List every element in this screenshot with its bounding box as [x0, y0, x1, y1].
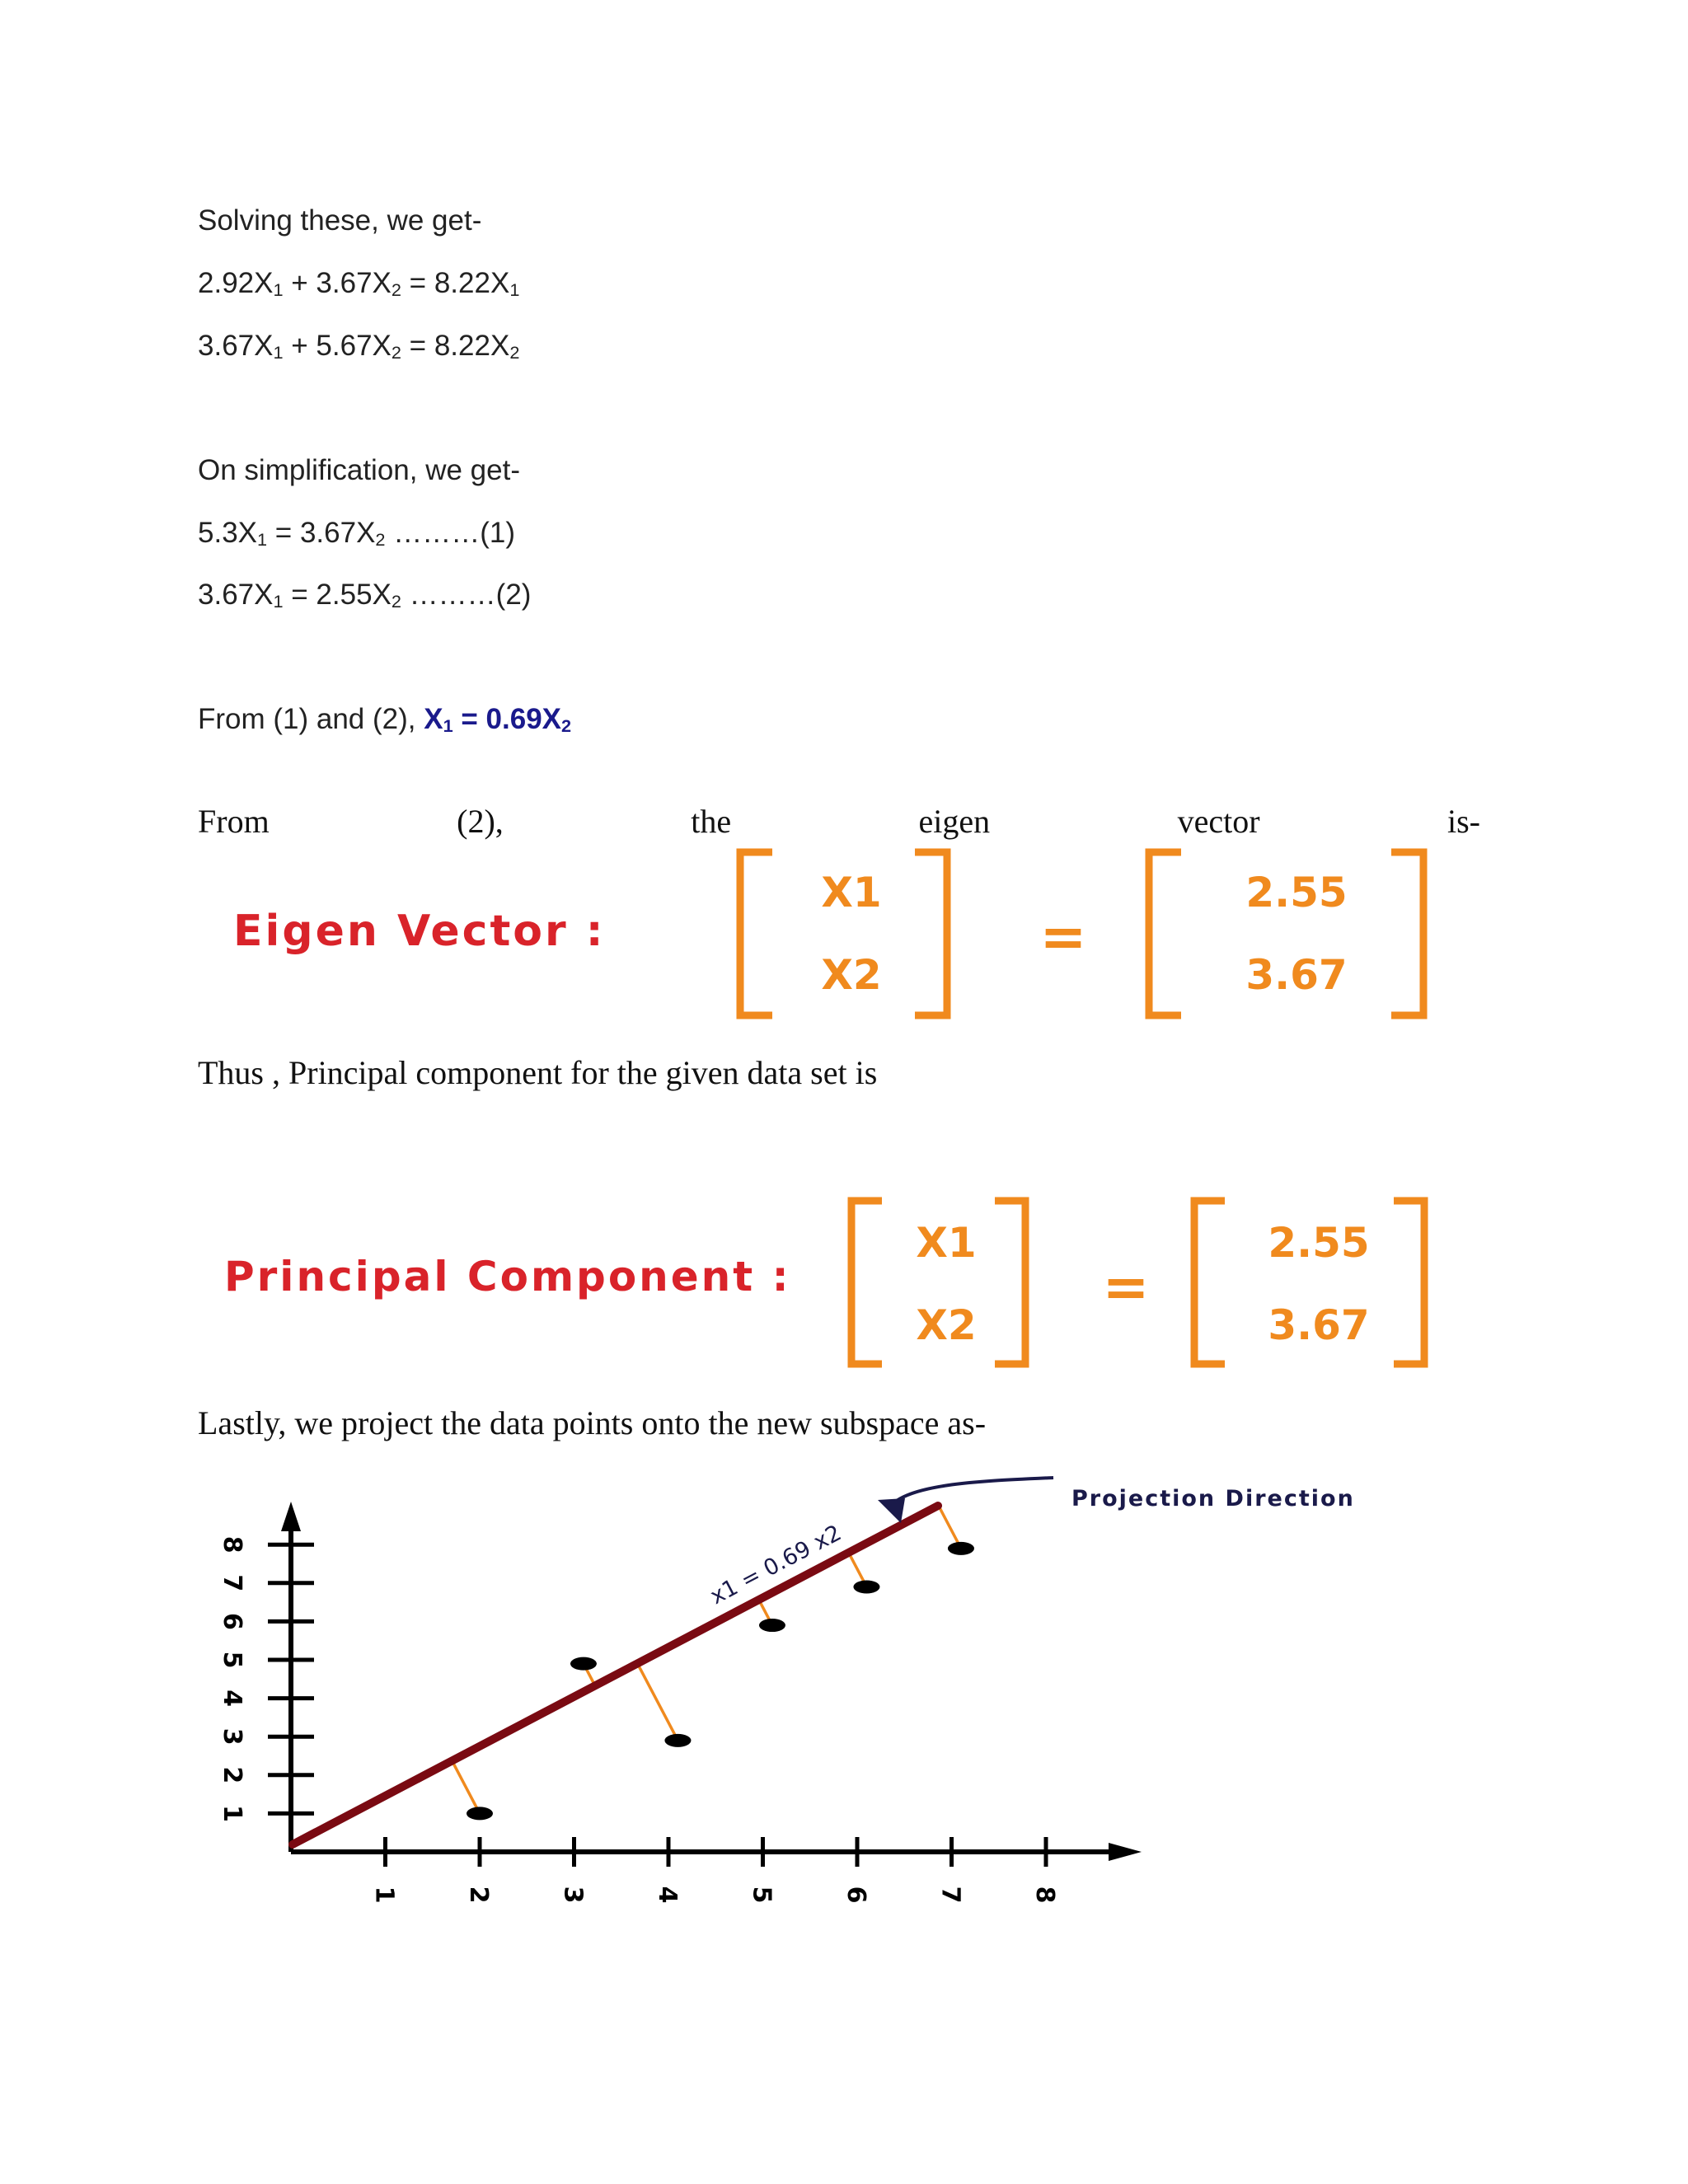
eigen-intro-word: eigen	[918, 803, 991, 840]
eq1-sub-3: 1	[509, 279, 520, 300]
x-tick-label: 6	[842, 1886, 870, 1904]
principal-line-label: x1 = 0.69 x2	[706, 1520, 846, 1610]
data-point	[759, 1619, 785, 1632]
pc-rhs-value-2: 3.67	[1268, 1301, 1370, 1349]
x-tick-label: 8	[1030, 1886, 1059, 1904]
chart-projections	[452, 1506, 961, 1814]
y-tick-label: 6	[218, 1612, 246, 1630]
eq1-term-b: + 3.67X	[283, 267, 392, 299]
y-tick-label: 4	[218, 1690, 246, 1708]
x-tick-label: 5	[747, 1886, 776, 1904]
eq2-sub-2: 2	[391, 341, 401, 363]
eigen-intro-word: From	[198, 803, 270, 840]
result-sub-1: 1	[443, 715, 453, 736]
simplification-intro: On simplification, we get-	[198, 454, 520, 486]
eq2-term-a: 3.67X	[198, 330, 274, 362]
x-tick-label: 2	[464, 1886, 493, 1904]
eq3-term-b: = 3.67X	[267, 517, 376, 549]
x-axis-arrow	[1109, 1843, 1142, 1861]
y-tick-label: 3	[218, 1727, 246, 1746]
data-point	[664, 1734, 691, 1747]
x-tick-label: 1	[369, 1886, 399, 1904]
eigen-intro-word: the	[691, 803, 732, 840]
projection-segment	[452, 1760, 480, 1813]
x-tick-label: 7	[935, 1886, 965, 1904]
x-tick-label: 3	[558, 1886, 588, 1904]
pc-rhs-value-1: 2.55	[1268, 1219, 1370, 1267]
eq3-sub-2: 2	[375, 528, 386, 550]
data-point	[467, 1807, 493, 1820]
from-line-prefix: From (1) and (2),	[198, 703, 424, 735]
eigen-intro-word: is-	[1447, 803, 1480, 840]
annotation-arrowhead	[878, 1498, 905, 1523]
result-rhs: = 0.69X	[452, 703, 562, 735]
eigen-equals-sign: =	[1039, 905, 1087, 970]
data-point	[853, 1580, 879, 1593]
eq4-term-b: = 2.55X	[283, 579, 392, 611]
eq4-sub-1: 1	[273, 590, 284, 612]
y-tick-label: 2	[218, 1766, 246, 1784]
eq3-term-a: 5.3X	[198, 517, 257, 549]
principal-line	[293, 1506, 938, 1844]
eq1-term-c: = 8.22X	[401, 267, 510, 299]
eigen-intro-word: vector	[1177, 803, 1260, 840]
eq4-term-a: 3.67X	[198, 579, 274, 611]
eigen-intro-word: (2),	[457, 803, 504, 840]
eigen-lhs-x1: X1	[821, 869, 882, 916]
eq2-sub-1: 1	[273, 341, 284, 363]
pc-equals-sign: =	[1102, 1255, 1150, 1320]
result-x: X	[424, 703, 443, 735]
eigen-rhs-value-2: 3.67	[1245, 951, 1348, 999]
y-tick-label: 5	[218, 1651, 246, 1669]
eigen-vector-label: Eigen Vector :	[233, 907, 606, 956]
eq2-term-c: = 8.22X	[401, 330, 510, 362]
pc-lhs-x1: X1	[916, 1219, 977, 1267]
thus-line: Thus , Principal component for the given data set is	[198, 1054, 878, 1091]
solving-intro: Solving these, we get-	[198, 204, 482, 237]
eq2-sub-3: 2	[509, 341, 520, 363]
y-tick-label: 8	[218, 1535, 246, 1554]
result-sub-2: 2	[561, 715, 572, 736]
principal-component-label: Principal Component :	[224, 1253, 791, 1301]
x-tick-label: 4	[653, 1886, 682, 1904]
eq1-sub-1: 1	[273, 279, 284, 300]
chart-axes	[281, 1502, 1142, 1861]
eq2-term-b: + 5.67X	[283, 330, 392, 362]
eq1-term-a: 2.92X	[198, 267, 274, 299]
projection-segment	[939, 1506, 961, 1549]
chart-ticks	[218, 1536, 1059, 1904]
eq4-sub-2: 2	[391, 590, 401, 612]
projection-segment	[637, 1663, 678, 1740]
chart-annotation-group	[878, 1478, 1355, 1523]
projection-direction-label: Projection Direction	[1071, 1486, 1355, 1511]
chart-line-group	[293, 1506, 938, 1844]
pc-lhs-x2: X2	[916, 1301, 977, 1349]
eq3-ref: ………(1)	[385, 517, 515, 549]
lastly-line: Lastly, we project the data points onto the new subspace as-	[198, 1404, 987, 1441]
y-axis-arrow	[281, 1502, 301, 1531]
y-tick-label: 7	[218, 1574, 246, 1592]
data-point	[948, 1542, 974, 1555]
y-tick-label: 1	[218, 1804, 246, 1822]
eq3-sub-1: 1	[257, 528, 268, 550]
eq4-ref: ………(2)	[401, 579, 532, 611]
eigen-rhs-value-1: 2.55	[1245, 869, 1348, 916]
eigen-lhs-x2: X2	[821, 951, 882, 999]
annotation-curve	[889, 1478, 1053, 1508]
data-point	[570, 1657, 597, 1671]
eq1-sub-2: 2	[391, 279, 401, 300]
